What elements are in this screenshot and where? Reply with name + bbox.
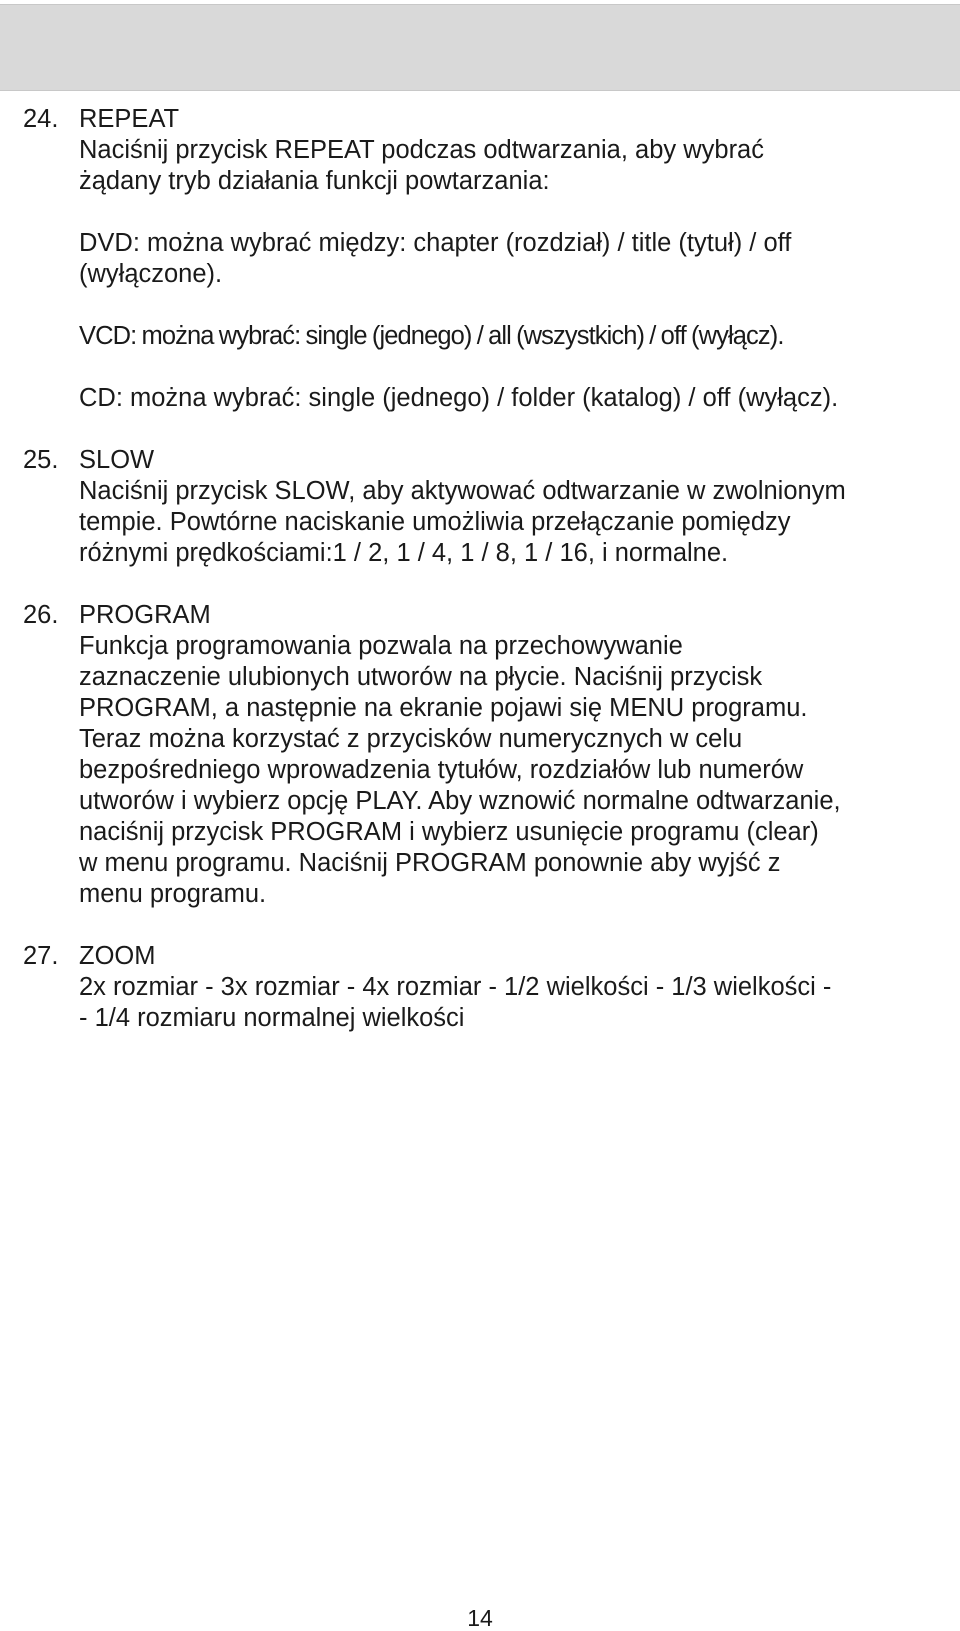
text-line: VCD: można wybrać: single (jednego) / all (wszystkich) / off (wyłącz). (79, 322, 784, 350)
section-title: PROGRAM (79, 601, 211, 629)
text-line: w menu programu. Naciśnij PROGRAM ponownie aby wyjść z (79, 849, 781, 877)
text-line: CD: można wybrać: single (jednego) / folder (katalog) / off (wyłącz). (79, 384, 839, 412)
text-line: Naciśnij przycisk SLOW, aby aktywować odtwarzanie w zwolnionym (79, 477, 846, 505)
section-title: REPEAT (79, 105, 180, 133)
text-line: - 1/4 rozmiaru normalnej wielkości (79, 1004, 465, 1032)
section-number: 25. (23, 446, 59, 474)
section-title: SLOW (79, 446, 155, 474)
text-line: Teraz można korzystać z przycisków numerycznych w celu (79, 725, 743, 753)
page-number: 14 (467, 1605, 493, 1631)
section-number: 27. (23, 942, 59, 970)
text-line: 2x rozmiar - 3x rozmiar - 4x rozmiar - 1/2 wielkości - 1/3 wielkości - (79, 973, 832, 1001)
text-line: zaznaczenie ulubionych utworów na płycie. Naciśnij przycisk (79, 663, 763, 691)
manual-content (0, 104, 960, 1034)
section-title: ZOOM (79, 942, 156, 970)
section-number: 24. (23, 105, 59, 133)
text-line: menu programu. (79, 880, 267, 908)
section-zoom (0, 941, 960, 1034)
text-line: DVD: można wybrać między: chapter (rozdział) / title (tytuł) / off (79, 229, 792, 257)
header-band (0, 4, 960, 91)
section-slow (0, 445, 960, 569)
section-number: 26. (23, 601, 59, 629)
text-line: (wyłączone). (79, 260, 223, 288)
text-line: PROGRAM, a następnie na ekranie pojawi się MENU programu. (79, 694, 808, 722)
text-line: naciśnij przycisk PROGRAM i wybierz usunięcie programu (clear) (79, 818, 819, 846)
text-line: różnymi prędkościami:1 / 2, 1 / 4, 1 / 8, 1 / 16, i normalne. (79, 539, 729, 567)
text-line: bezpośredniego wprowadzenia tytułów, rozdziałów lub numerów (79, 756, 804, 784)
section-repeat (0, 104, 960, 414)
text-line: Funkcja programowania pozwala na przechowywanie (79, 632, 683, 660)
section-program (0, 600, 960, 910)
text-line: tempie. Powtórne naciskanie umożliwia przełączanie pomiędzy (79, 508, 791, 536)
text-line: utworów i wybierz opcję PLAY. Aby wznowić normalne odtwarzanie, (79, 787, 841, 815)
text-line: żądany tryb działania funkcji powtarzania: (79, 167, 550, 195)
text-line: Naciśnij przycisk REPEAT podczas odtwarzania, aby wybrać (79, 136, 764, 164)
